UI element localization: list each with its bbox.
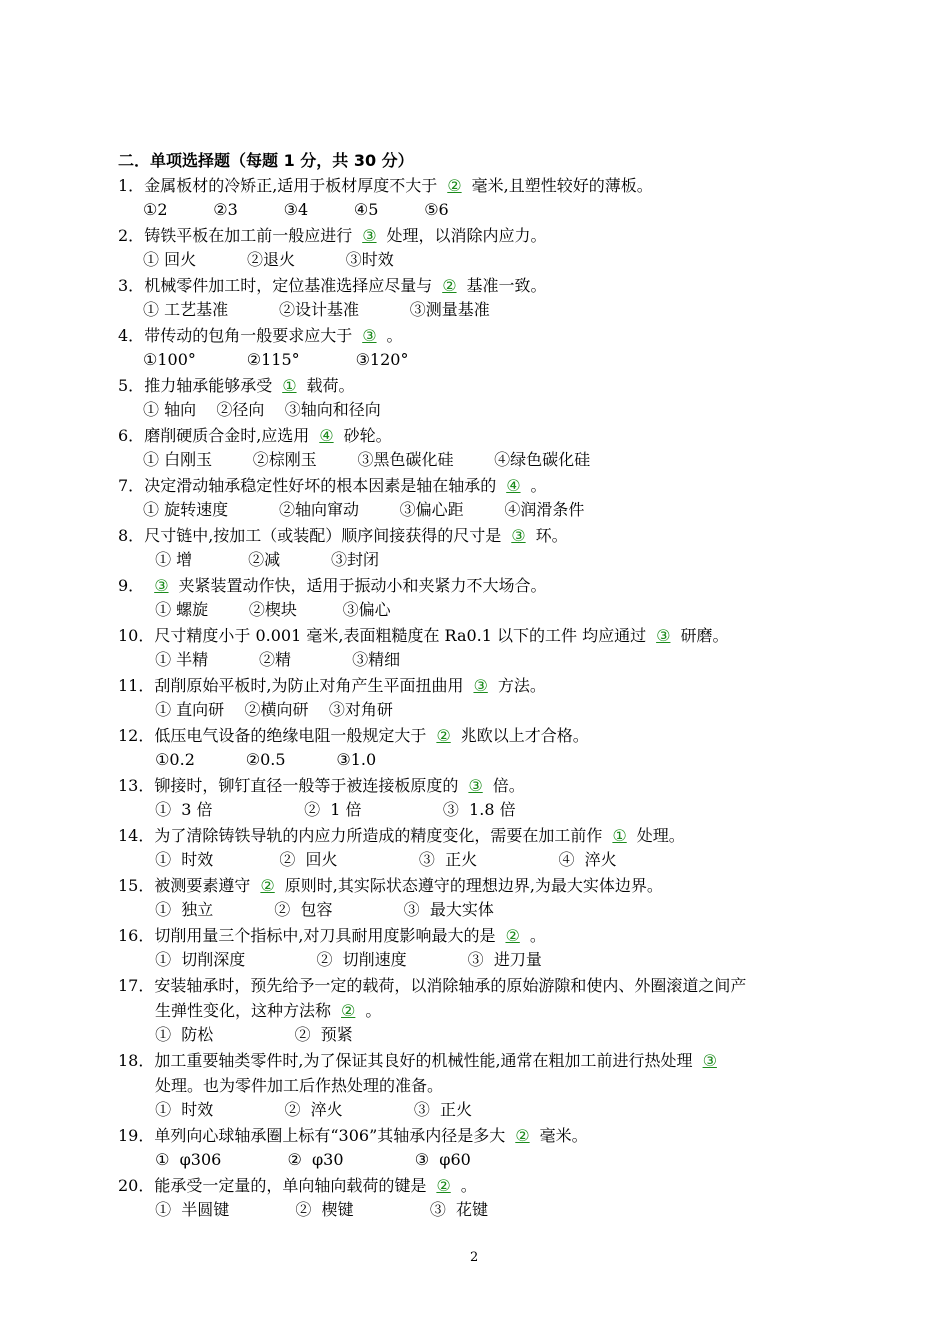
question-text: 方法。: [497, 676, 546, 695]
question-text: 处理。: [636, 826, 685, 845]
answer-options: ①100° ②115° ③120°: [143, 350, 409, 369]
answer-mark: ③: [362, 326, 377, 345]
question-text: 加工重要轴类零件时,为了保证其良好的机械性能,通常在粗加工前进行热处理: [154, 1051, 693, 1070]
question-text: 原则时,其实际状态遵守的理想边界,为最大实体边界。: [284, 876, 663, 895]
question-text: 倍。: [492, 776, 525, 795]
question-text: 推力轴承能够承受: [144, 376, 273, 395]
question-6: [118, 423, 838, 448]
question-text: 磨削硬质合金时,应选用: [144, 426, 310, 445]
answer-options: ① 工艺基准 ②设计基准 ③测量基准: [143, 300, 490, 319]
question-text: 兆欧以上才合格。: [460, 726, 589, 745]
question-text: 能承受一定量的，单向轴向载荷的键是: [154, 1176, 427, 1195]
question-text: 毫米,且塑性较好的薄板。: [471, 176, 653, 195]
answer-options: ① 直向研 ②横向研 ③对角研: [150, 700, 393, 719]
question-text: 安装轴承时，预先给予一定的载荷，以消除轴承的原始游隙和使内、外圈滚道之间产: [154, 976, 747, 995]
answer-mark: ②: [515, 1126, 530, 1145]
answer-mark: ③: [154, 576, 169, 595]
question-11: [118, 673, 838, 698]
question-3: [118, 273, 838, 298]
question-text: 毫米。: [539, 1126, 588, 1145]
question-number: 13．: [118, 776, 155, 795]
answer-options: ①2 ②3 ③4 ④5 ⑤6: [143, 200, 449, 219]
answer-options: ① 时效 ② 淬火 ③ 正火: [150, 1100, 473, 1119]
question-number: 8．: [118, 526, 145, 545]
question-number: 4．: [118, 326, 145, 345]
question-continuation: [155, 1073, 875, 1098]
page-number: 2: [470, 1250, 479, 1265]
question-text: 。: [530, 476, 547, 495]
question-8: [118, 523, 838, 548]
question-number: 9．: [118, 576, 145, 595]
answer-options: ① 螺旋 ②楔块 ③偏心: [150, 600, 391, 619]
question-4: [118, 323, 838, 348]
question-text: 金属板材的冷矫正,适用于板材厚度不大于: [144, 176, 438, 195]
answer-mark: ③: [702, 1051, 717, 1070]
question-text: 尺寸链中,按加工（或装配）顺序间接获得的尺寸是: [144, 526, 502, 545]
question-text: 单列向心球轴承圈上标有“306”其轴承内径是多大: [154, 1126, 506, 1145]
question-number: 1．: [118, 176, 145, 195]
answer-mark: ②: [436, 1176, 451, 1195]
question-text: 载荷。: [306, 376, 355, 395]
question-text: 。: [386, 326, 403, 345]
question-text: 带传动的包角一般要求应大于: [144, 326, 353, 345]
answer-mark: ③: [362, 226, 377, 245]
question-10: [118, 623, 838, 648]
question-7: [118, 473, 838, 498]
question-19: [118, 1123, 838, 1148]
section-title: 二．单项选择题（每题 1 分，共 30 分）: [118, 151, 414, 170]
answer-options: ① 3 倍 ② 1 倍 ③ 1.8 倍: [150, 800, 516, 819]
question-number: 19．: [118, 1126, 155, 1145]
question-text: 低压电气设备的绝缘电阻一般规定大于: [154, 726, 427, 745]
answer-options: ① 切削深度 ② 切削速度 ③ 进刀量: [150, 950, 542, 969]
question-17: [118, 973, 838, 998]
question-text: 刮削原始平板时,为防止对角产生平面扭曲用: [154, 676, 464, 695]
question-18: [118, 1048, 838, 1073]
answer-mark: ①: [282, 376, 297, 395]
question-text: 铆接时，铆钉直径一般等于被连接板原度的: [154, 776, 459, 795]
question-15: [118, 873, 838, 898]
question-text: 砂轮。: [343, 426, 392, 445]
question-number: 18．: [118, 1051, 155, 1070]
question-13: [118, 773, 838, 798]
question-number: 3．: [118, 276, 145, 295]
answer-options: ① 时效 ② 回火 ③ 正火 ④ 淬火: [150, 850, 617, 869]
question-text: 。: [460, 1176, 477, 1195]
question-number: 16．: [118, 926, 155, 945]
answer-mark: ③: [473, 676, 488, 695]
question-12: [118, 723, 838, 748]
question-continuation: [155, 998, 875, 1023]
question-text: 切削用量三个指标中,对刀具耐用度影响最大的是: [154, 926, 496, 945]
question-number: 6．: [118, 426, 145, 445]
question-text: 铸铁平板在加工前一般应进行: [144, 226, 353, 245]
question-text: 。: [529, 926, 546, 945]
question-9: [118, 573, 838, 598]
question-number: 12．: [118, 726, 155, 745]
question-5: [118, 373, 838, 398]
question-text: 环。: [535, 526, 568, 545]
question-number: 15．: [118, 876, 155, 895]
question-number: 17．: [118, 976, 155, 995]
answer-options: ①0.2 ②0.5 ③1.0: [150, 750, 377, 769]
answer-mark: ②: [442, 276, 457, 295]
answer-options: ① φ306 ② φ30 ③ φ60: [150, 1150, 471, 1169]
question-text: 处理，以消除内应力。: [386, 226, 547, 245]
question-14: [118, 823, 838, 848]
question-text: 决定滑动轴承稳定性好坏的根本因素是轴在轴承的: [144, 476, 497, 495]
answer-mark: ③: [511, 526, 526, 545]
answer-options: ① 防松 ② 预紧: [150, 1025, 353, 1044]
question-2: [118, 223, 838, 248]
question-number: 2．: [118, 226, 145, 245]
answer-mark: ②: [447, 176, 462, 195]
answer-mark: ②: [260, 876, 275, 895]
question-text: 生弹性变化，这种方法称: [155, 1001, 332, 1020]
answer-mark: ④: [506, 476, 521, 495]
answer-mark: ②: [341, 1001, 356, 1020]
answer-options: ① 回火 ②退火 ③时效: [143, 250, 394, 269]
question-text: 为了清除铸铁导轨的内应力所造成的精度变化，需要在加工前作: [154, 826, 603, 845]
answer-options: ① 轴向 ②径向 ③轴向和径向: [143, 400, 381, 419]
question-20: [118, 1173, 838, 1198]
question-text: 被测要素遵守: [154, 876, 251, 895]
question-text: 研磨。: [680, 626, 729, 645]
answer-mark: ②: [436, 726, 451, 745]
answer-options: ① 独立 ② 包容 ③ 最大实体: [150, 900, 494, 919]
question-number: 20．: [118, 1176, 155, 1195]
question-number: 10．: [118, 626, 155, 645]
answer-mark: ②: [505, 926, 520, 945]
answer-mark: ①: [612, 826, 627, 845]
question-text: 机械零件加工时，定位基准选择应尽量与: [144, 276, 433, 295]
answer-mark: ④: [319, 426, 334, 445]
answer-mark: ③: [656, 626, 671, 645]
answer-options: ① 增 ②减 ③封闭: [150, 550, 379, 569]
question-text: 处理。也为零件加工后作热处理的准备。: [155, 1076, 444, 1095]
question-text: 尺寸精度小于 0.001 毫米,表面粗糙度在 Ra0.1 以下的工件 均应通过: [154, 626, 647, 645]
question-text: 夹紧装置动作快，适用于振动小和夹紧力不大场合。: [178, 576, 547, 595]
question-1: [118, 173, 838, 198]
question-number: 5．: [118, 376, 145, 395]
answer-options: ① 白刚玉 ②棕刚玉 ③黑色碳化硅 ④绿色碳化硅: [143, 450, 591, 469]
question-text: 基准一致。: [466, 276, 547, 295]
answer-options: ① 旋转速度 ②轴向窜动 ③偏心距 ④润滑条件: [143, 500, 585, 519]
question-number: 11．: [118, 676, 155, 695]
answer-mark: ③: [468, 776, 483, 795]
question-number: 14．: [118, 826, 155, 845]
question-number: 7．: [118, 476, 145, 495]
question-text: 。: [365, 1001, 382, 1020]
answer-options: ① 半精 ②精 ③精细: [150, 650, 401, 669]
answer-options: ① 半圆键 ② 楔键 ③ 花键: [150, 1200, 489, 1219]
question-16: [118, 923, 838, 948]
